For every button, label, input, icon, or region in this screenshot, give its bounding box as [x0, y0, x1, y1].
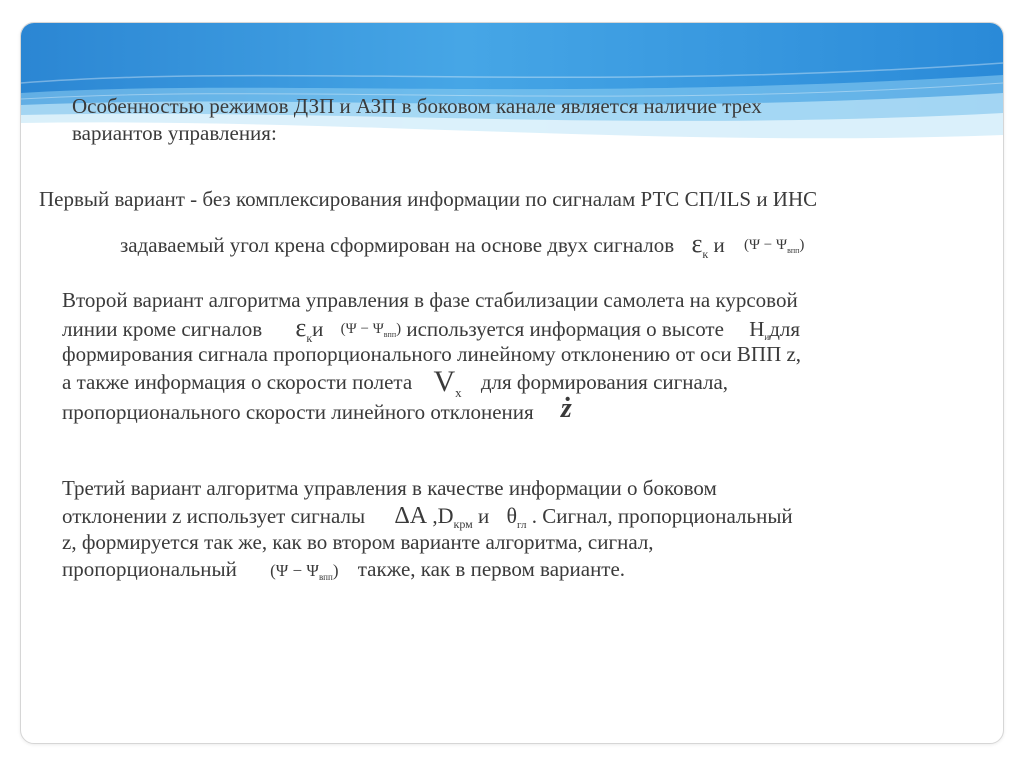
variant3-line-2: [62, 502, 793, 529]
theta-subscript: гл: [517, 519, 527, 531]
epsilon-subscript-2: к: [306, 331, 313, 345]
variant3-line-1: [62, 475, 793, 502]
variant3-conj: и: [478, 504, 490, 528]
variant3-line-3-text: z, формируется так же, как во втором варианте алгоритма, сигнал,: [62, 530, 654, 554]
epsilon-glyph-2: ε: [295, 313, 307, 342]
variant2-line-2a: линии кроме сигналов: [62, 317, 263, 341]
variant2-line-1-text: Второй вариант алгоритма управления в фазе стабилизации самолета на курсовой: [62, 288, 798, 312]
psi-subscript-3: впп: [318, 572, 333, 582]
psi-expr-text: (Ψ − Ψ: [743, 237, 788, 253]
variant2-line-2b: используется информация о высоте: [406, 317, 724, 341]
variant2-line-1: [62, 287, 801, 314]
variant2-line-2c: для: [769, 317, 801, 341]
psi-expr-text-3: (Ψ − Ψ: [270, 561, 319, 580]
variant3-comma: ,: [432, 504, 438, 528]
epsilon-glyph: ε: [691, 229, 703, 258]
variant2-line-2: [62, 313, 801, 345]
psi-expr-text-2: (Ψ − Ψ: [340, 321, 384, 337]
variant3-line-2b: . Сигнал, пропорциональный: [531, 504, 793, 528]
d-glyph: D: [437, 503, 454, 528]
epsilon-k-symbol-2: [295, 313, 313, 345]
variant3-line-3: [62, 529, 793, 556]
variant3-line-4: [62, 556, 793, 583]
psi-subscript-2: впп: [383, 330, 397, 339]
theta-glyph: θ: [506, 503, 518, 528]
variant1-line-1: Первый вариант - без комплексирования информации по сигналам РТС СП/ILS и ИНС: [39, 187, 818, 211]
epsilon-subscript: к: [702, 247, 709, 261]
variant1-conj: и: [713, 233, 725, 257]
intro-line-2: вариантов управления:: [72, 121, 277, 145]
psi-subscript: впп: [787, 246, 800, 255]
variant3-line-4b: также, как в первом варианте.: [357, 557, 626, 581]
intro-text: [72, 93, 762, 147]
psi-expression-2: [341, 321, 401, 337]
variant3-line-2a: отклонении z использует сигналы: [62, 504, 366, 528]
variant2-line-4: [62, 365, 801, 400]
d-subscript: крм: [453, 517, 473, 531]
variant2-line-5: [62, 395, 801, 422]
theta-gl-symbol: [506, 503, 527, 531]
vx-glyph: V: [433, 365, 456, 398]
variant2-conj: и: [312, 317, 324, 341]
h-symbol: [749, 317, 769, 341]
variant2-line-3-text: формирования сигнала пропорционального линейному отклонению от оси ВПП z,: [62, 342, 802, 366]
variant1-line-2: [120, 230, 804, 268]
variant1-line-2-text: задаваемый угол крена сформирован на основе двух сигналов: [120, 233, 675, 257]
h-glyph: H: [749, 317, 765, 341]
psi-expression-3: [270, 561, 338, 580]
epsilon-k-symbol: [691, 229, 709, 261]
variant2-line-4a: а также информация о скорости полета: [62, 370, 413, 394]
variant2-paragraph: [62, 287, 801, 422]
vx-symbol: [433, 365, 461, 398]
variant3-line-4a: пропорциональный: [62, 557, 237, 581]
intro-line-1: Особенностью режимов ДЗП и АЗП в боковом канале является наличие трех: [72, 94, 762, 118]
variant2-line-3: [62, 341, 801, 368]
slide: [20, 22, 1004, 744]
h-subscript: и: [764, 332, 770, 342]
psi-close: ): [799, 237, 805, 253]
variant3-paragraph: [62, 475, 793, 583]
z-dot-symbol: ż: [560, 393, 572, 424]
variant2-line-5-text: пропорционального скорости линейного отклонения: [62, 400, 534, 424]
psi-close-2: ): [396, 321, 402, 337]
d-krm-symbol: [437, 503, 473, 531]
vx-subscript: x: [455, 385, 462, 400]
psi-expression: [744, 237, 804, 253]
psi-close-3: ): [332, 561, 339, 580]
variant3-line-1-text: Третий вариант алгоритма управления в качестве информации о боковом: [62, 476, 717, 500]
variant2-line-4b: для формирования сигнала,: [480, 370, 729, 394]
delta-a-symbol: ΔA: [394, 503, 428, 529]
